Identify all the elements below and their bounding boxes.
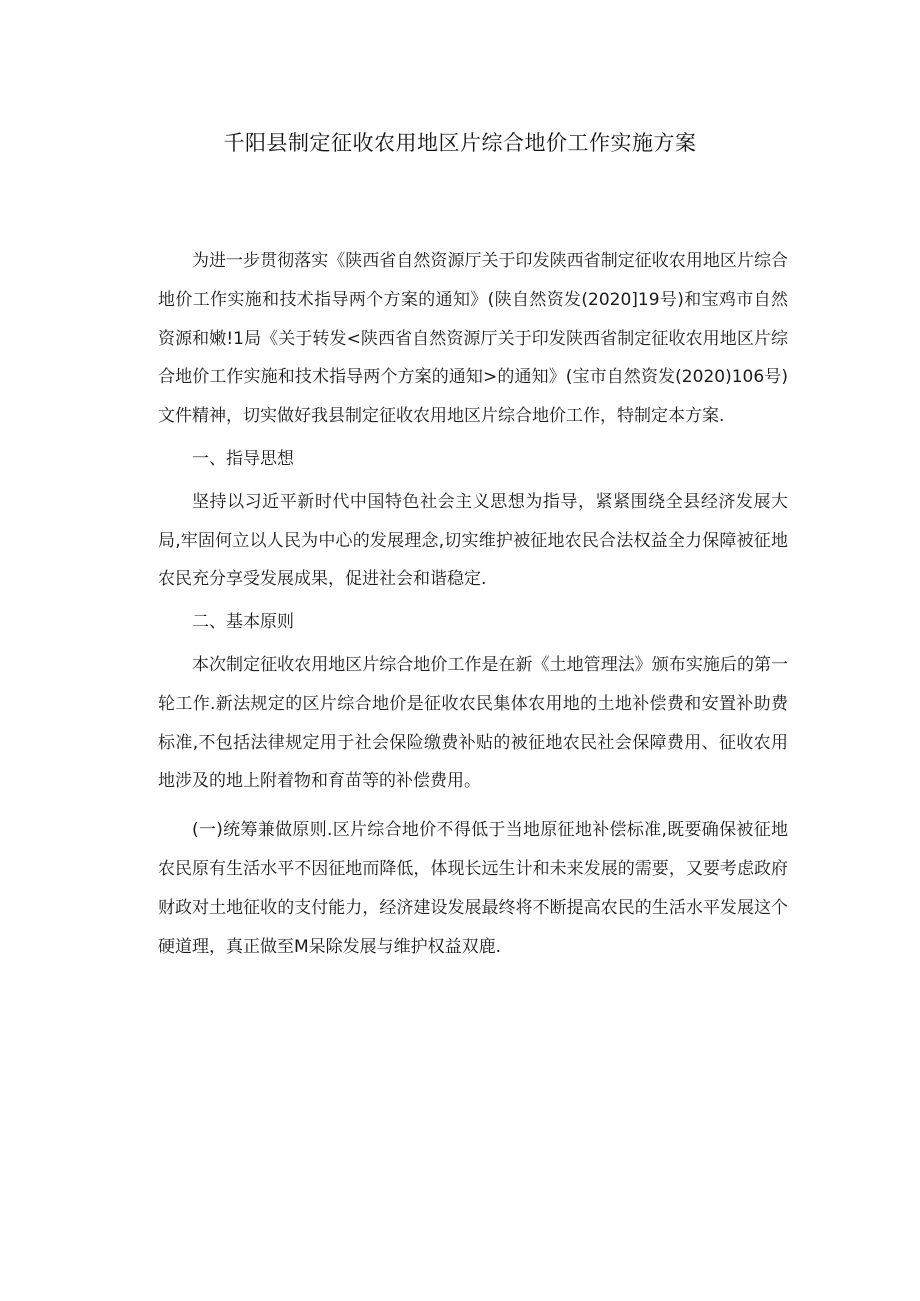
document-body [158, 242, 788, 966]
section-body-basic-principles: 本次制定征收农用地区片综合地价工作是在新《土地管理法》颁布实施后的第一轮工作.新法规定的区片综合地价是征收农民集体农用地的土地补偿费和安置补助费标准,不包括法律规定用于社会保险缴费补贴的被征地农民社会保障费用、征收农用地涉及的地上附着物和育苗等的补偿费用。 [158, 654, 788, 792]
section-body-guiding-ideology: 坚持以习近平新时代中国特色社会主义思想为指导，紧紧围绕全县经济发展大局,牢固何立以人民为中心的发展理念,切实维护被征地农民合法权益全力保障被征地农民充分享受发展成果，促进社会和谐稳定. [158, 491, 788, 590]
intro-paragraph: 为进一步贯彻落实《陕西省自然资源厅关于印发陕西省制定征收农用地区片综合地价工作实施和技术指导两个方案的通知》(陕自然资发(2020]19号)和宝鸡市自然资源和嫩!1局《关于转发<陕西省自然资源厅关于印发陕西省制定征收农用地区片综合地价工作实施和技术指导两个方案的通知>的通知》(宝市自然资发(2020)106号)文件精神，切实做好我县制定征收农用地区片综合地价工作，特制定本方案. [158, 251, 788, 427]
section-heading-guiding-ideology: 一、指导思想 [192, 448, 294, 469]
principle-paragraph-1: (一)统筹兼做原则.区片综合地价不得低于当地原征地补偿标准,既要确保被征地农民原有生活水平不因征地而降低，体现长远生计和未来发展的需要，又要考虑政府财政对土地征收的支付能力，经济建设发展最终将不断提高农民的生活水平发展这个硬道理，真正做至M呆除发展与维护权益双鹿. [158, 820, 788, 957]
section-heading-basic-principles: 二、基本原则 [192, 612, 294, 633]
document-title: 千阳县制定征收农用地区片综合地价工作实施方案 [223, 131, 697, 155]
